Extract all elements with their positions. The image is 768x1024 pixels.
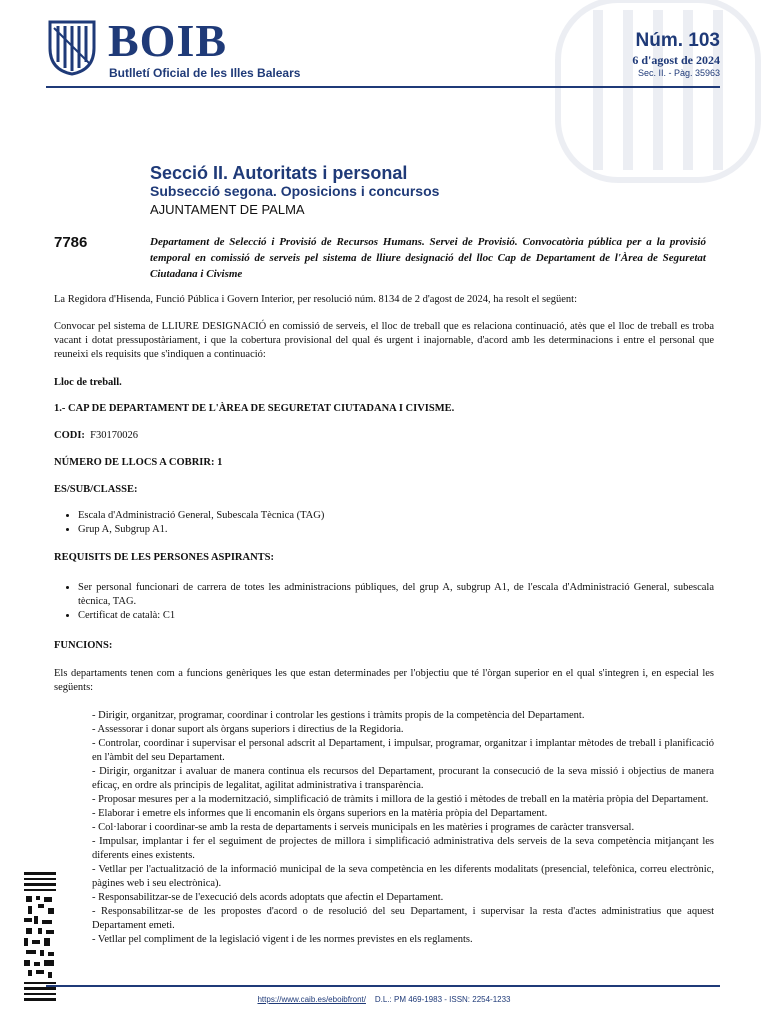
list-item: - Elaborar i emetre els informes que li encomanin els òrgans superiors en la matèria pròpia del Departament.: [92, 808, 548, 819]
list-item: • Escala d'Administració General, Subescala Tècnica (TAG): [78, 509, 714, 523]
footer: [0, 995, 768, 1004]
entity-name: AJUNTAMENT DE PALMA: [150, 202, 305, 217]
codi-line: [54, 429, 714, 443]
list-item: - Controlar, coordinar i supervisar el personal adscrit al Departament, i impulsar, programar, organitzar i implantar mètodes de treball i planificació en l'àmbit del seu Departament.: [92, 738, 714, 763]
bulletin-subtitle: Butlletí Oficial de les Illes Balears: [109, 66, 301, 80]
list-item: - Vetllar per l'actualització de la informació municipal de la seva competència en les diferents modalitats (presencial, telefònica, correu electrònic, pàgines web i seu electrònica).: [92, 864, 714, 889]
es-sub-list: [54, 509, 714, 537]
funcions-heading: FUNCIONS:: [54, 640, 113, 651]
boib-shield-logo-icon: [46, 18, 98, 76]
intro-paragraph: La Regidora d'Hisenda, Funció Pública i Govern Interior, per resolució núm. 8134 de 2 d'agost de 2024, ha resolt el següent:: [54, 294, 577, 305]
watermark-shield-icon: [538, 0, 768, 190]
list-item: • Grup A, Subgrup A1.: [78, 523, 714, 537]
list-item: - Vetllar pel compliment de la legislació vigent i de les normes previstes en els reglaments.: [92, 934, 473, 945]
lloc-heading: Lloc de treball.: [54, 377, 122, 388]
list-item: - Dirigir, organitzar, programar, coordinar i controlar les gestions i tràmits propis de la competència del Departament.: [92, 710, 585, 721]
es-sub-heading: ES/SUB/CLASSE:: [54, 484, 138, 495]
list-item: - Proposar mesures per a la modernització, simplificació de tràmits i millora de la gestió i mètodes de treball en la matèria pròpia del Departament.: [92, 794, 709, 805]
issue-number: Núm. 103: [635, 30, 720, 51]
footer-legal: D.L.: PM 469-1983 - ISSN: 2254-1233: [374, 995, 511, 1004]
announcement-number: 7786: [54, 234, 88, 251]
requisits-heading: REQUISITS DE LES PERSONES ASPIRANTS:: [54, 552, 274, 563]
funcions-list: [92, 709, 714, 947]
announcement-title: Departament de Selecció i Provisió de Recursos Humans. Servei de Provisió. Convocatòria pública per a la provisió temporal en comissió de serveis pel sistema de lliure designació del lloc Cap de Departament de l'Àrea de Seguretat Ciutadana i Civisme: [150, 236, 706, 280]
num-llocs: NÚMERO DE LLOCS A COBRIR: 1: [54, 457, 223, 468]
codi-label: CODI:: [54, 430, 85, 441]
section-title: Secció II. Autoritats i personal: [150, 163, 408, 183]
list-item: - Responsabilitzar-se de l'execució dels acords adoptats que afectin el Departament.: [92, 892, 444, 903]
section-page: Sec. II. - Pàg. 35963: [637, 68, 720, 78]
header-divider: [46, 86, 720, 88]
requisits-list: [54, 581, 714, 623]
list-item: - Responsabilitzar-se de les propostes d'acord o de resolució del seu Departament, i supervisar la resta d'actes administratius que aquest Departament emeti.: [92, 906, 714, 931]
boib-logo-text: BOIB: [108, 15, 228, 66]
position-heading: 1.- CAP DE DEPARTAMENT DE L'ÀREA DE SEGURETAT CIUTADANA I CIVISME.: [54, 403, 455, 414]
codi-value: F30170026: [90, 430, 139, 441]
subsection-title: Subsecció segona. Oposicions i concursos: [150, 183, 440, 199]
funcions-intro: Els departaments tenen com a funcions genèriques les que estan determinades per l'objectiu que té l'òrgan superior en el qual s'integren i, en especial les següents:: [54, 668, 714, 693]
list-item: - Assessorar i donar suport als òrgans superiors i directius de la Regidoria.: [92, 724, 404, 735]
list-item: • Certificat de català: C1: [78, 609, 714, 623]
issue-date: 6 d'agost de 2024: [632, 53, 720, 67]
convocation-paragraph: Convocar pel sistema de LLIURE DESIGNACIÓ en comissió de serveis, el lloc de treball que es relaciona continuació, atès que el lloc de treball es troba vacant i dotat pressupostàriament, i que la cobertura provisional del qual és urgent i inajornable, d'acord amb les determinacions i entre el personal que reuneixi els requisits que s'indiquen a continuació:: [54, 321, 714, 360]
footer-url-link[interactable]: https://www.caib.es/eboibfront/: [257, 995, 366, 1004]
footer-divider: [46, 985, 720, 987]
list-item: - Col·laborar i coordinar-se amb la resta de departaments i serveis municipals en les matèries i programes de caràcter transversal.: [92, 822, 635, 833]
list-item: • Ser personal funcionari de carrera de totes les administracions públiques, del grup A, subgrup A1, de l'escala d'Administració General, subescala tècnica, TAG.: [78, 581, 714, 609]
list-item: - Dirigir, organitzar i avaluar de manera continua els recursos del Departament, procurant la consecució de la seva missió i objectius de manera eficaç, en ordre als principis de legalitat, agilitat administrativa i transparència.: [92, 766, 714, 791]
list-item: - Impulsar, implantar i fer el seguiment de projectes de millora i simplificació administrativa dels serveis de la seva competència mitjançant les diferents eines existents.: [92, 836, 714, 861]
